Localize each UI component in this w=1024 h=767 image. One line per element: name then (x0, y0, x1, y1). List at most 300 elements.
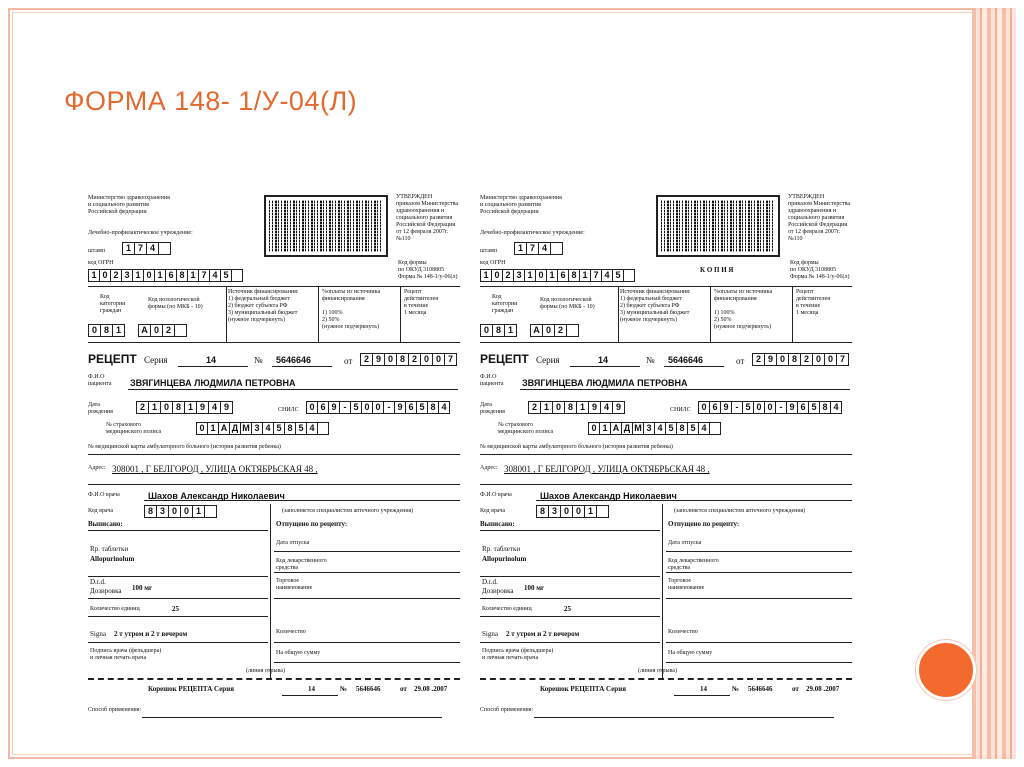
rp-label: Rp. таблетки (90, 545, 129, 553)
recipe-label: РЕЦЕПТ (480, 352, 529, 366)
stub-series: 14 (700, 685, 707, 693)
validity-note-line: 1 месяца (796, 310, 819, 316)
divider-line (618, 286, 619, 342)
stamp-digits-cell (158, 242, 171, 255)
doctor-signature-label-line: Подпись врача (фельдшера) (90, 648, 162, 654)
pharmacy-note: (заполняется специалистом аптечного учреждения) (282, 508, 414, 514)
pharmacy-note: (заполняется специалистом аптечного учреждения) (674, 508, 806, 514)
doctor-code-digits (536, 505, 608, 518)
rule-line (88, 286, 460, 287)
dosage-label: Дозировка (482, 587, 514, 595)
usage-label: Способ применения: (480, 707, 534, 713)
rule-line (666, 662, 852, 663)
doctor-code-digits (144, 505, 216, 518)
birth-digits-cell: 2 (136, 401, 149, 414)
finance-source-line: 2) бюджет субъекта РФ (620, 303, 680, 309)
snils-digits-cell: 4 (830, 401, 842, 414)
total-sum-label: На общую сумму (668, 650, 713, 656)
divider-line (710, 286, 711, 342)
validity-note-line: в течение (404, 303, 429, 309)
ogrn-digits-cell: 3 (121, 269, 133, 282)
date-digits-cell: 8 (788, 353, 801, 366)
stub-date: 29.08 .2007 (806, 685, 840, 693)
issued-label: Выписано: (480, 520, 515, 528)
nosology-digits (138, 324, 186, 337)
ogrn-digits-cell: 8 (176, 269, 188, 282)
birth-label-line: рождения (480, 409, 505, 415)
snils-digits-cell: 9 (394, 401, 406, 414)
rule-line (520, 389, 850, 390)
drug-code-label-line: средства (668, 565, 691, 571)
rule-line (274, 572, 460, 573)
birth-digits-cell: 9 (196, 401, 209, 414)
payment-percent-line: 2) 50% (322, 317, 340, 323)
ogrn-digits-cell: 0 (99, 269, 111, 282)
date-digits-cell: 7 (444, 353, 457, 366)
doctor-name: Шахов Александр Николаевич (148, 491, 285, 501)
policy-digits-cell (317, 422, 329, 435)
policy-digits (196, 422, 328, 435)
number-value: 5646646 (276, 355, 312, 365)
finance-source-line: 1) федеральный бюджет (620, 296, 682, 302)
ogrn-digits (480, 269, 634, 282)
snils-digits-cell: 6 (797, 401, 809, 414)
finance-source-line: 3) муниципальный бюджет (620, 310, 690, 316)
doctor-code-digits-cell: 3 (548, 505, 561, 518)
rule-line (178, 366, 248, 367)
stamp-digits-cell: 1 (514, 242, 527, 255)
rule-line (664, 366, 724, 367)
ogrn-digits-cell: 1 (187, 269, 199, 282)
patient-name: ЗВЯГИНЦЕВА ЛЮДМИЛА ПЕТРОВНА (522, 378, 688, 388)
snils-digits-cell: 0 (306, 401, 318, 414)
ogrn-digits-cell (623, 269, 635, 282)
approved-note-line: №110 (396, 236, 411, 242)
prescription-form-copy (478, 190, 864, 720)
dosage-label: Дозировка (90, 587, 122, 595)
validity-note-line: Рецепт (796, 289, 814, 295)
policy-label-line: № страхового (498, 422, 534, 428)
divider-line (662, 504, 663, 678)
ogrn-digits-cell: 1 (88, 269, 100, 282)
rule-line (666, 642, 852, 643)
rule-line (480, 598, 660, 599)
snils-digits-cell: 0 (753, 401, 765, 414)
category-label-line: категории (492, 301, 518, 307)
nosology-digits-cell: 2 (554, 324, 567, 337)
rule-line (666, 551, 852, 552)
policy-digits-cell: 0 (588, 422, 600, 435)
ministry-line: и социального развития (88, 202, 149, 208)
policy-digits-cell: 1 (599, 422, 611, 435)
policy-digits-cell: 5 (665, 422, 677, 435)
institution-label: Лечебно-профилактическое учреждение: (88, 230, 193, 236)
birth-digits-cell: 8 (564, 401, 577, 414)
copy-label: К О П И Я (700, 266, 734, 274)
stamp-digits (122, 242, 170, 255)
finance-source-line: 2) бюджет субъекта РФ (228, 303, 288, 309)
policy-digits-cell: М (632, 422, 644, 435)
doctor-label: Ф.И.О врача (88, 492, 120, 498)
trade-name-label-line: Торговое (276, 578, 300, 584)
birth-digits-cell: 4 (600, 401, 613, 414)
trade-name-label-line: наименование (668, 585, 705, 591)
ogrn-digits-cell: 2 (110, 269, 122, 282)
category-label-line: Код (492, 294, 502, 300)
approved-note-line: здравоохранения и (788, 208, 837, 214)
approved-note-line: социального развития (788, 215, 845, 221)
birth-digits (528, 401, 624, 414)
category-digits (88, 324, 124, 337)
ogrn-digits-cell: 7 (198, 269, 210, 282)
decorative-circle (916, 640, 976, 700)
divider-line (318, 286, 319, 342)
issued-label: Выписано: (88, 520, 123, 528)
rule-line (274, 551, 460, 552)
snils-digits-cell: 8 (427, 401, 439, 414)
rule-line (480, 484, 852, 485)
stamp-digits (514, 242, 562, 255)
series-label: Серия (536, 355, 560, 365)
ogrn-digits-cell: 0 (491, 269, 503, 282)
snils-label: СНИЛС (670, 407, 691, 413)
birth-digits-cell: 1 (184, 401, 197, 414)
category-digits-cell: 1 (504, 324, 517, 337)
finance-source-line: Источник финансирования: (620, 289, 691, 295)
date-digits-cell: 2 (752, 353, 765, 366)
ogrn-label: код ОГРН (480, 260, 506, 266)
finance-source-line: (нужное подчеркнуть) (620, 317, 677, 323)
ogrn-digits-cell: 1 (480, 269, 492, 282)
stub-label: Корешок РЕЦЕПТА Серия (148, 685, 235, 693)
rule-line (274, 598, 460, 599)
stub-date-label: от (792, 685, 799, 693)
approved-note-line: Российской Федерации (396, 222, 456, 228)
snils-digits-cell: 0 (698, 401, 710, 414)
prescription-form-original (86, 190, 472, 720)
nosology-digits-cell (174, 324, 187, 337)
snils-label: СНИЛС (278, 407, 299, 413)
drug-code-label-line: Код лекарственного (276, 558, 327, 564)
drug-code-label-line: средства (276, 565, 299, 571)
divider-line (792, 286, 793, 342)
snils-digits-cell: 9 (720, 401, 732, 414)
policy-digits-cell: 3 (251, 422, 263, 435)
rule-line (666, 572, 852, 573)
number-label: № (646, 355, 655, 365)
ogrn-digits-cell: 1 (524, 269, 536, 282)
number-value: 5646646 (668, 355, 704, 365)
birth-digits-cell: 1 (576, 401, 589, 414)
payment-percent-line: финансирования (322, 296, 365, 302)
snils-digits-cell: 5 (742, 401, 754, 414)
nosology-label-line: формы (по МКБ - 10) (148, 304, 203, 310)
form-code-line: Код формы (398, 260, 427, 266)
nosology-label-line: формы (по МКБ - 10) (540, 304, 595, 310)
stub-date-label: от (400, 685, 407, 693)
release-date-label: Дата отпуска (668, 540, 702, 546)
series-value: 14 (206, 355, 217, 365)
dispensed-label: Отпущено по рецепту: (668, 520, 740, 528)
stub-number-label: № (732, 685, 740, 693)
approved-note-line: здравоохранения и (396, 208, 445, 214)
nosology-label-line: Код нозологической (540, 297, 592, 303)
rule-line (274, 642, 460, 643)
ogrn-digits-cell: 6 (557, 269, 569, 282)
finance-source-line: Источник финансирования: (228, 289, 299, 295)
policy-digits-cell (709, 422, 721, 435)
ogrn-digits-cell: 4 (601, 269, 613, 282)
snils-digits-cell: 0 (361, 401, 373, 414)
stub-number: 5646646 (748, 685, 773, 693)
date-digits-cell: 0 (420, 353, 433, 366)
birth-label-line: Дата (88, 402, 100, 408)
fio-label-line: Ф.И.О (88, 374, 105, 380)
snils-digits-cell: - (339, 401, 351, 414)
card-label: № медицинской карты амбулаторного больного (история развития ребенка) (88, 444, 281, 450)
snils-digits-cell: 4 (438, 401, 450, 414)
birth-digits-cell: 1 (540, 401, 553, 414)
birth-digits (136, 401, 232, 414)
form-code-line: Форма № 148-1/у-06(л) (398, 274, 458, 280)
validity-note-line: 1 месяца (404, 310, 427, 316)
rule-line (88, 484, 460, 485)
rule-line (274, 662, 460, 663)
payment-percent-line: 2) 50% (714, 317, 732, 323)
approved-note-line: УТВЕРЖДЕН (396, 194, 433, 200)
ogrn-digits-cell: 1 (579, 269, 591, 282)
rule-line (88, 616, 268, 617)
address-label: Адрес: (480, 465, 498, 471)
category-digits-cell: 0 (480, 324, 493, 337)
date-digits-cell: 2 (800, 353, 813, 366)
category-label-line: граждан (100, 308, 122, 314)
stamp-digits-cell: 7 (134, 242, 147, 255)
approved-note-line: Российской Федерации (788, 222, 848, 228)
fio-label-line: Ф.И.О (480, 374, 497, 380)
ogrn-digits-cell: 6 (165, 269, 177, 282)
date-digits-cell: 2 (360, 353, 373, 366)
stub-number: 5646646 (356, 685, 381, 693)
nosology-digits-cell: 0 (150, 324, 163, 337)
nosology-digits-cell: 2 (162, 324, 175, 337)
category-digits-cell: 0 (88, 324, 101, 337)
approved-note-line: №110 (788, 236, 803, 242)
date-digits-cell: 8 (396, 353, 409, 366)
quantity-label: Количество единиц (90, 606, 140, 612)
birth-digits-cell: 9 (612, 401, 625, 414)
barcode-icon (656, 195, 780, 257)
dosage-value: 100 мг (524, 584, 545, 592)
rule-line (480, 576, 660, 577)
form-code-line: по ОКУД 3108805 (790, 267, 837, 273)
date-digits-cell: 9 (764, 353, 777, 366)
policy-digits-cell: 0 (196, 422, 208, 435)
total-sum-label: На общую сумму (276, 650, 321, 656)
snils-digits-cell: 6 (317, 401, 329, 414)
stub-label: Корешок РЕЦЕПТА Серия (540, 685, 627, 693)
birth-digits-cell: 4 (208, 401, 221, 414)
category-label-line: категории (100, 301, 126, 307)
ministry-line: Российской федерации (480, 209, 539, 215)
date-digits-cell: 0 (384, 353, 397, 366)
signa-value: 2 т утром и 2 т вечером (114, 630, 188, 638)
trade-name-label-line: Торговое (668, 578, 692, 584)
doctor-code-digits-cell: 1 (584, 505, 597, 518)
ogrn-digits-cell: 1 (546, 269, 558, 282)
policy-digits-cell: Д (229, 422, 241, 435)
birth-label-line: рождения (88, 409, 113, 415)
policy-digits-cell: 8 (676, 422, 688, 435)
ogrn-digits-cell: 1 (154, 269, 166, 282)
stub-series: 14 (308, 685, 315, 693)
birth-digits-cell: 1 (148, 401, 161, 414)
barcode-icon (264, 195, 388, 257)
category-digits-cell: 8 (100, 324, 113, 337)
birth-label-line: Дата (480, 402, 492, 408)
dispensed-label: Отпущено по рецепту: (276, 520, 348, 528)
snils-digits-cell: 5 (350, 401, 362, 414)
payment-percent-line: (нужное подчеркнуть) (322, 324, 379, 330)
policy-digits-cell: 5 (273, 422, 285, 435)
ogrn-digits-cell: 5 (220, 269, 232, 282)
doctor-label: Ф.И.О врача (480, 492, 512, 498)
birth-digits-cell: 0 (160, 401, 173, 414)
finance-source-line: 3) муниципальный бюджет (228, 310, 298, 316)
policy-digits-cell: 5 (295, 422, 307, 435)
ogrn-digits-cell: 5 (612, 269, 624, 282)
policy-digits-cell: 4 (262, 422, 274, 435)
validity-note-line: действителен (404, 296, 439, 302)
policy-digits-cell: 4 (698, 422, 710, 435)
doctor-code-label: Код врача (88, 508, 114, 514)
doctor-code-digits-cell: 0 (180, 505, 193, 518)
trade-name-label-line: наименование (276, 585, 313, 591)
rule-line (534, 717, 834, 718)
ogrn-digits-cell: 0 (535, 269, 547, 282)
divider-line (226, 286, 227, 342)
nosology-digits (530, 324, 578, 337)
category-digits-cell: 8 (492, 324, 505, 337)
series-label: Серия (144, 355, 168, 365)
doctor-code-digits-cell: 8 (144, 505, 157, 518)
policy-label-line: медицинского полиса (106, 429, 162, 435)
rule-line (88, 598, 268, 599)
rule-line (480, 530, 660, 531)
stamp-digits-cell: 4 (146, 242, 159, 255)
category-digits-cell: 1 (112, 324, 125, 337)
form-code-line: Форма № 148-1/у-06(л) (790, 274, 850, 280)
ministry-line: Российской федерации (88, 209, 147, 215)
rule-line (480, 642, 660, 643)
ogrn-digits-cell: 4 (209, 269, 221, 282)
dosage-value: 100 мг (132, 584, 153, 592)
address-label: Адрес: (88, 465, 106, 471)
nosology-digits-cell: 0 (542, 324, 555, 337)
ogrn-digits-cell (231, 269, 243, 282)
rule-line (128, 389, 458, 390)
snils-digits-cell: - (775, 401, 787, 414)
date-digits-cell: 7 (836, 353, 849, 366)
divider-line (400, 286, 401, 342)
policy-digits-cell: 3 (643, 422, 655, 435)
finance-source-line: 1) федеральный бюджет (228, 296, 290, 302)
policy-digits-cell: А (610, 422, 622, 435)
doctor-code-digits-cell: 0 (560, 505, 573, 518)
policy-digits-cell: М (240, 422, 252, 435)
rule-line (480, 342, 852, 343)
date-digits-cell: 9 (372, 353, 385, 366)
stamp-digits-cell: 1 (122, 242, 135, 255)
stub-date: 29.08 .2007 (414, 685, 448, 693)
tear-line-label: (линия отрыва) (638, 668, 677, 674)
category-label-line: Код (100, 294, 110, 300)
stamp-label: штамп (480, 248, 497, 254)
payment-percent-line: 1) 100% (714, 310, 735, 316)
rule-line (674, 695, 730, 696)
quantity-dispensed-label: Количество (276, 629, 306, 635)
policy-label-line: медицинского полиса (498, 429, 554, 435)
nosology-digits-cell (566, 324, 579, 337)
doctor-signature-label-line: Подпись врача (фельдшера) (482, 648, 554, 654)
divider-line (270, 504, 271, 678)
rule-line (88, 642, 268, 643)
dtd-label: D.t.d. (482, 578, 498, 586)
date-digits (752, 353, 848, 366)
form-code-line: Код формы (790, 260, 819, 266)
ogrn-label: код ОГРН (88, 260, 114, 266)
approved-note-line: социального развития (396, 215, 453, 221)
rule-line (480, 286, 852, 287)
payment-percent-line: %оплаты из источника (714, 289, 773, 295)
tear-line (88, 678, 460, 680)
drug-code-label-line: Код лекарственного (668, 558, 719, 564)
signa-label: Signa (482, 630, 498, 638)
birth-digits-cell: 2 (528, 401, 541, 414)
series-value: 14 (598, 355, 609, 365)
approved-note-line: приказом Министерства (788, 201, 851, 207)
stamp-digits-cell: 7 (526, 242, 539, 255)
approved-note-line: от 12 февраля 2007г. (788, 229, 841, 235)
quantity-label: Количество единиц (482, 606, 532, 612)
rule-line (480, 454, 852, 455)
policy-digits-cell: 4 (654, 422, 666, 435)
quantity-dispensed-label: Количество (668, 629, 698, 635)
ogrn-digits-cell: 2 (502, 269, 514, 282)
ogrn-digits-cell: 8 (568, 269, 580, 282)
release-date-label: Дата отпуска (276, 540, 310, 546)
policy-digits-cell: 5 (687, 422, 699, 435)
validity-note-line: Рецепт (404, 289, 422, 295)
snils-digits (698, 401, 841, 414)
approved-note-line: УТВЕРЖДЕН (788, 194, 825, 200)
policy-digits-cell: Д (621, 422, 633, 435)
tear-line-label: (линия отрыва) (246, 668, 285, 674)
date-digits-cell: 0 (824, 353, 837, 366)
doctor-signature-label-line: и личная печать врача (482, 655, 539, 661)
card-label: № медицинской карты амбулаторного больного (история развития ребенка) (480, 444, 673, 450)
snils-digits-cell: 0 (764, 401, 776, 414)
birth-digits-cell: 9 (220, 401, 233, 414)
nosology-label-line: Код нозологической (148, 297, 200, 303)
category-digits (480, 324, 516, 337)
ogrn-digits (88, 269, 242, 282)
snils-digits-cell: 5 (416, 401, 428, 414)
rule-line (570, 366, 640, 367)
ministry-line: Министерство здравоохранения (88, 195, 170, 201)
rule-line (88, 530, 268, 531)
ogrn-digits-cell: 0 (143, 269, 155, 282)
